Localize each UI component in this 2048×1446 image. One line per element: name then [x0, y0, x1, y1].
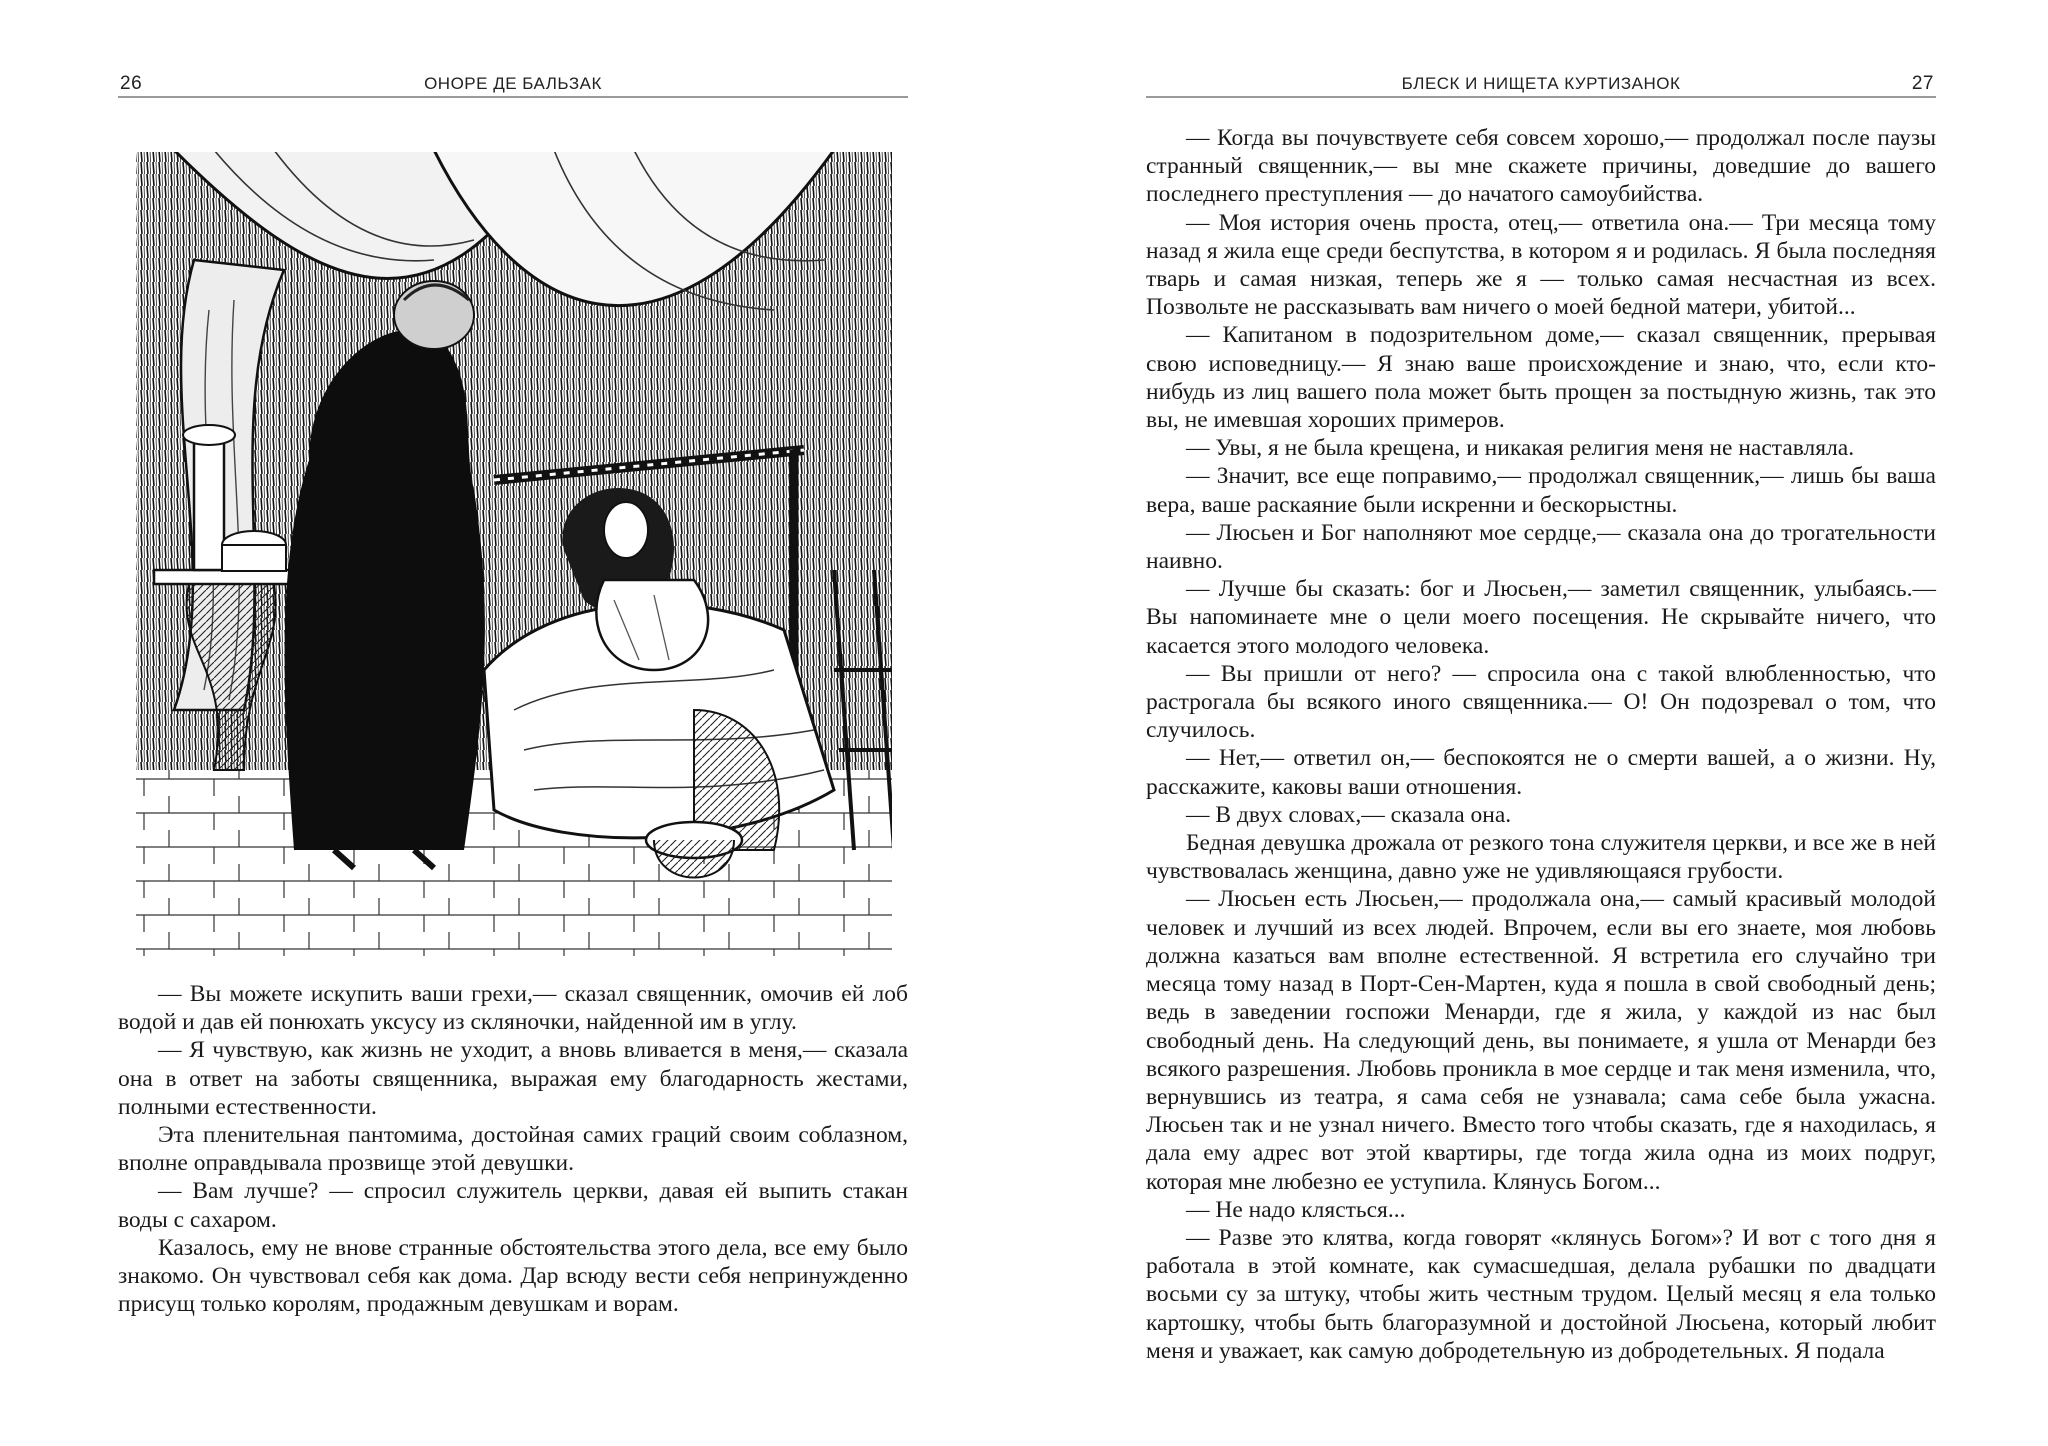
- paragraph: — Люсьен есть Люсьен,— продолжала она,— самый красивый молодой человек и лучший из всех людей. Впрочем, если вы его знаете, моя любовь должна казаться вам вполне естественной. Я встретила его случайно три месяца тому назад в Порт-Сен-Мартен, куда я пошла в свой свободный день; ведь в заведении госпожи Менарди, где я жила, у каждой из нас был свободный день. На следующий день, вы понимаете, я ушла от Менарди без всякого разрешения. Любовь проникла в мое сердце и так меня изменила, что, вернувшись из театра, я сама себя не узнавала; сама себе была ужасна. Люсьен так и не узнал ничего. Вместо того чтобы сказать, где я находилась, я дала ему адрес вот этой квартиры, где тогда жила одна из моих подруг, которая мне любезно ее уступила. Клянусь Богом...: [1146, 886, 1936, 1195]
- paragraph: Эта пленительная пантомима, достойная самих граций своим соблазном, вполне оправдывала прозвище этой девушки.: [118, 1122, 908, 1177]
- paragraph: — Разве это клятва, когда говорят «клянусь Богом»? И вот с того дня я работала в этой комнате, как сумасшедшая, делала рубашки по двадцати восьми су за штуку, чтобы жить честным трудом. Целый месяц я ела только картошку, чтобы быть благоразумной и достойной Люсьена, который любит меня и уважает, как самую добродетельную из добродетельных. Я подала: [1146, 1224, 1936, 1364]
- paragraph: — Лучше бы сказать: бог и Люсьен,— заметил священник, улыбаясь.— Вы напоминаете мне о цели моего посещения. Не скрывайте ничего, что касается этого молодого человека.: [1146, 576, 1936, 659]
- right-body-text: [1146, 124, 1936, 1365]
- paragraph: — Значит, все еще поправимо,— продолжал священник,— лишь бы ваша вера, ваше раскаяние были искренни и бескорыстны.: [1146, 463, 1936, 518]
- paragraph: — Капитаном в подозрительном доме,— сказал священник, прерывая свою исповедницу.— Я знаю ваше происхождение и знаю, что, если кто-нибудь из лиц вашего пола может быть прощен за постыдную жизнь, так это вы, не имевшая хороших примеров.: [1146, 322, 1936, 434]
- left-page: [118, 0, 908, 1446]
- paragraph: — Когда вы почувствуете себя совсем хорошо,— продолжал после паузы странный священник,— вы мне скажете причины, доведшие до вашего последнего преступления — до начатого самоубийства.: [1146, 125, 1936, 208]
- paragraph: — Не надо клясться...: [1186, 1196, 1406, 1223]
- priest-head: [394, 281, 474, 349]
- left-body-text: [118, 980, 908, 1318]
- page-number-left: 26: [120, 73, 143, 94]
- paragraph: Бедная девушка дрожала от резкого тона служителя церкви, и все же в ней чувствовалась женщина, давно уже не удивляющаяся грубости.: [1146, 830, 1936, 885]
- candlestick: [194, 440, 224, 570]
- header-rule-right: [1146, 96, 1936, 98]
- page-number-right: 27: [1911, 73, 1934, 94]
- engraving-illustration: [134, 150, 894, 958]
- book-title-running-head: БЛЕСК И НИЩЕТА КУРТИЗАНОК: [1401, 74, 1681, 93]
- paragraph: — Вы пришли от него? — спросила она с такой влюбленностью, что растрогала бы всякого иного священника.— О! Он подозревал о том, что случилось.: [1146, 660, 1936, 744]
- paragraph: — Люсьен и Бог наполняют мое сердце,— сказала она до трогательности наивно.: [1146, 519, 1936, 575]
- paragraph: — Вам лучше? — спросил служитель церкви, давая ей выпить стакан воды с сахаром.: [118, 1178, 908, 1233]
- paragraph: — Увы, я не была крещена, и никакая религия меня не наставляла.: [1186, 435, 1855, 462]
- paragraph: — Я чувствую, как жизнь не уходит, а вновь вливается в меня,— сказала она в ответ на заботы священника, выражая ему благодарность жестами, полными естественности.: [118, 1037, 908, 1120]
- paragraph: — Вы можете искупить ваши грехи,— сказал священник, омочив ей лоб водой и дав ей понюхать уксусу из скляночки, найденной им в углу.: [118, 981, 908, 1036]
- paragraph: — Моя история очень проста, отец,— ответила она.— Три месяца тому назад я жила еще среди беспутства, в котором я и родилась. Я была последняя тварь и самая низкая, теперь же я — только самая несчастная из всех. Позвольте не рассказывать вам ничего о моей бедной матери, убитой...: [1146, 209, 1936, 321]
- right-page: [1146, 0, 1936, 1446]
- woman-face: [604, 502, 648, 558]
- paragraph: — В двух словах,— сказала она.: [1186, 801, 1512, 828]
- paragraph: Казалось, ему не внове странные обстоятельства этого дела, все ему было знакомо. Он чувствовал себя как дома. Дар всюду вести себя непринужденно присущ только королям, продажным девушкам и ворам.: [118, 1234, 908, 1318]
- paragraph: — Нет,— ответил он,— беспокоятся не о смерти вашей, а о жизни. Ну, расскажите, каковы ваши отношения.: [1146, 745, 1936, 800]
- header-rule-left: [118, 96, 908, 98]
- author-running-head: ОНОРЕ ДЕ БАЛЬЗАК: [424, 74, 602, 93]
